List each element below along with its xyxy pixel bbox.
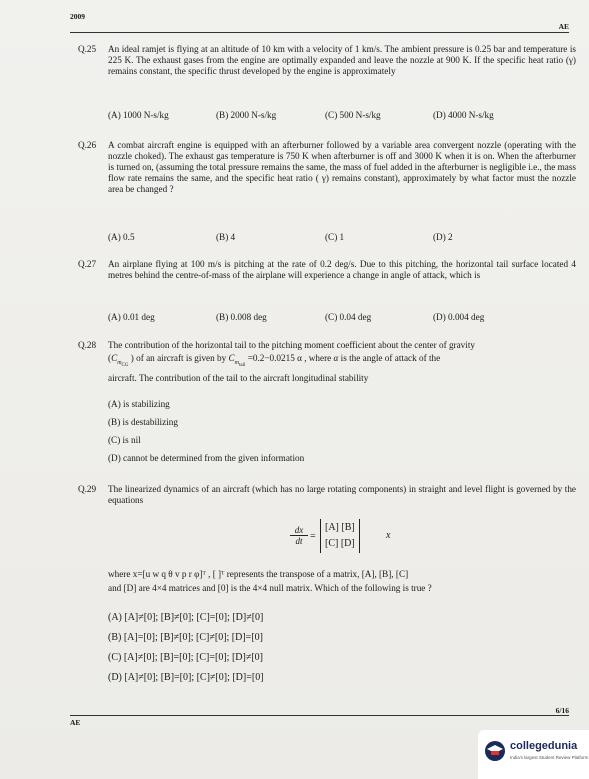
- collegedunia-logo: [478, 730, 589, 779]
- q27-options: [108, 312, 576, 324]
- logo-name: collegedunia: [510, 740, 578, 752]
- question-number: Q.29: [78, 484, 97, 494]
- footer-paper-code: AE: [70, 718, 81, 727]
- option-d[interactable]: (D) cannot be determined from the given information: [108, 453, 305, 463]
- header-rule: [70, 32, 569, 33]
- dynamics-equation: [290, 519, 410, 563]
- question-29: [78, 484, 576, 506]
- matrix-row-1: [A] [B]: [325, 522, 355, 533]
- question-number: Q.26: [78, 140, 97, 150]
- option-d[interactable]: (D) [A]≠[0]; [B]=[0]; [C]≠[0]; [D]=[0]: [108, 672, 264, 683]
- question-text-line2: ($C_{m_{CG}}$ ) of an aircraft is given by $C_{m_{tail}} =0.2-0.0215$ α , where α is the angle of attack of the: [108, 353, 441, 369]
- option-a[interactable]: (A) is stabilizing: [108, 399, 170, 409]
- header-paper-code: AE: [558, 22, 569, 31]
- question-text: An airplane flying at 100 m/s is pitching at the rate of 0.2 deg/s. Due to this pitching, the horizontal tail surface located 4 metres behind the centre-of-mass of the airplane will experience a change in angle of attack, which is: [108, 259, 576, 280]
- question-text: An ideal ramjet is flying at an altitude of 10 km with a velocity of 1 km/s. The ambient pressure is 0.25 bar and temperature is 225 K. The exhaust gases from the engine are optimally expanded and leave the nozzle at 900 K. If the specific heat ratio (γ) remains constant, the specific thrust developed by the engine is approximately: [108, 44, 576, 76]
- equals-sign: =: [310, 531, 316, 542]
- q29-options: [108, 608, 264, 688]
- state-vector: x: [386, 530, 391, 541]
- header-year: 2009: [70, 12, 85, 21]
- graduation-cap-icon: [484, 740, 506, 762]
- question-27: [78, 259, 576, 281]
- where-line-2: and [D] are 4×4 matrices and [0] is the 4×4 null matrix. Which of the following is true ?: [108, 583, 432, 593]
- option-c[interactable]: (C) is nil: [108, 435, 141, 445]
- option-c[interactable]: (C) 0.04 deg: [325, 312, 372, 322]
- question-number: Q.27: [78, 259, 97, 269]
- option-a[interactable]: (A) 1000 N-s/kg: [108, 110, 169, 120]
- q26-options: [108, 232, 576, 244]
- option-b[interactable]: (B) [A]=[0]; [B]≠[0]; [C]≠[0]; [D]=[0]: [108, 632, 263, 643]
- question-26: [78, 140, 576, 195]
- option-d[interactable]: (D) 2: [433, 232, 453, 242]
- matrix-row-2: [C] [D]: [325, 538, 355, 549]
- equation-lhs: dx dt: [290, 525, 308, 546]
- question-28: [78, 340, 576, 384]
- option-b[interactable]: (B) 0.008 deg: [216, 312, 267, 322]
- question-text: The linearized dynamics of an aircraft (which has no large rotating components) in straight and level flight is governed by the equations: [108, 484, 576, 505]
- option-a[interactable]: (A) [A]≠[0]; [B]≠[0]; [C]=[0]; [D]≠[0]: [108, 612, 264, 623]
- option-d[interactable]: (D) 0.004 deg: [433, 312, 485, 322]
- question-text: A combat aircraft engine is equipped with an afterburner followed by a variable area convergent nozzle (operating with the nozzle choked). The exhaust gas temperature is 750 K when afterburner is off and 3000 K when it is on. When the afterburner is turned on, (assuming the total pressure remains the same, the mass of fuel added in the afterburner is negligible i.e., the mass flow rate remains the same, and the specific heat ratio ( γ) remains constant), approximately by what factor must the nozzle area be changed ?: [108, 140, 576, 194]
- question-text-line1: The contribution of the horizontal tail to the pitching moment coefficient about the center of gravity: [108, 340, 475, 350]
- option-b[interactable]: (B) 4: [216, 232, 236, 242]
- option-c[interactable]: (C) 1: [325, 232, 345, 242]
- question-25: [78, 44, 576, 77]
- q28-options: [108, 395, 304, 467]
- block-matrix: [320, 519, 360, 553]
- question-number: Q.28: [78, 340, 97, 350]
- question-text-line3: aircraft. The contribution of the tail to the aircraft longitudinal stability: [108, 373, 369, 384]
- option-d[interactable]: (D) 4000 N-s/kg: [433, 110, 494, 120]
- option-b[interactable]: (B) is destabilizing: [108, 417, 178, 427]
- option-c[interactable]: (C) 500 N-s/kg: [325, 110, 381, 120]
- option-a[interactable]: (A) 0.5: [108, 232, 135, 242]
- question-number: Q.25: [78, 44, 97, 54]
- option-a[interactable]: (A) 0.01 deg: [108, 312, 155, 322]
- logo-tagline: India's largest Student Review Platform: [510, 755, 589, 760]
- footer-page-number: 6/16: [555, 706, 569, 715]
- where-line-1: where x=[u w q θ v p r φ]ᵀ , [ ]ᵀ represents the transpose of a matrix, [A], [B], [C]: [108, 569, 409, 579]
- option-b[interactable]: (B) 2000 N-s/kg: [216, 110, 277, 120]
- q29-where-clause: [78, 569, 576, 594]
- footer-rule: [70, 715, 569, 716]
- option-c[interactable]: (C) [A]≠[0]; [B]=[0]; [C]=[0]; [D]≠[0]: [108, 652, 263, 663]
- q25-options: [108, 110, 576, 122]
